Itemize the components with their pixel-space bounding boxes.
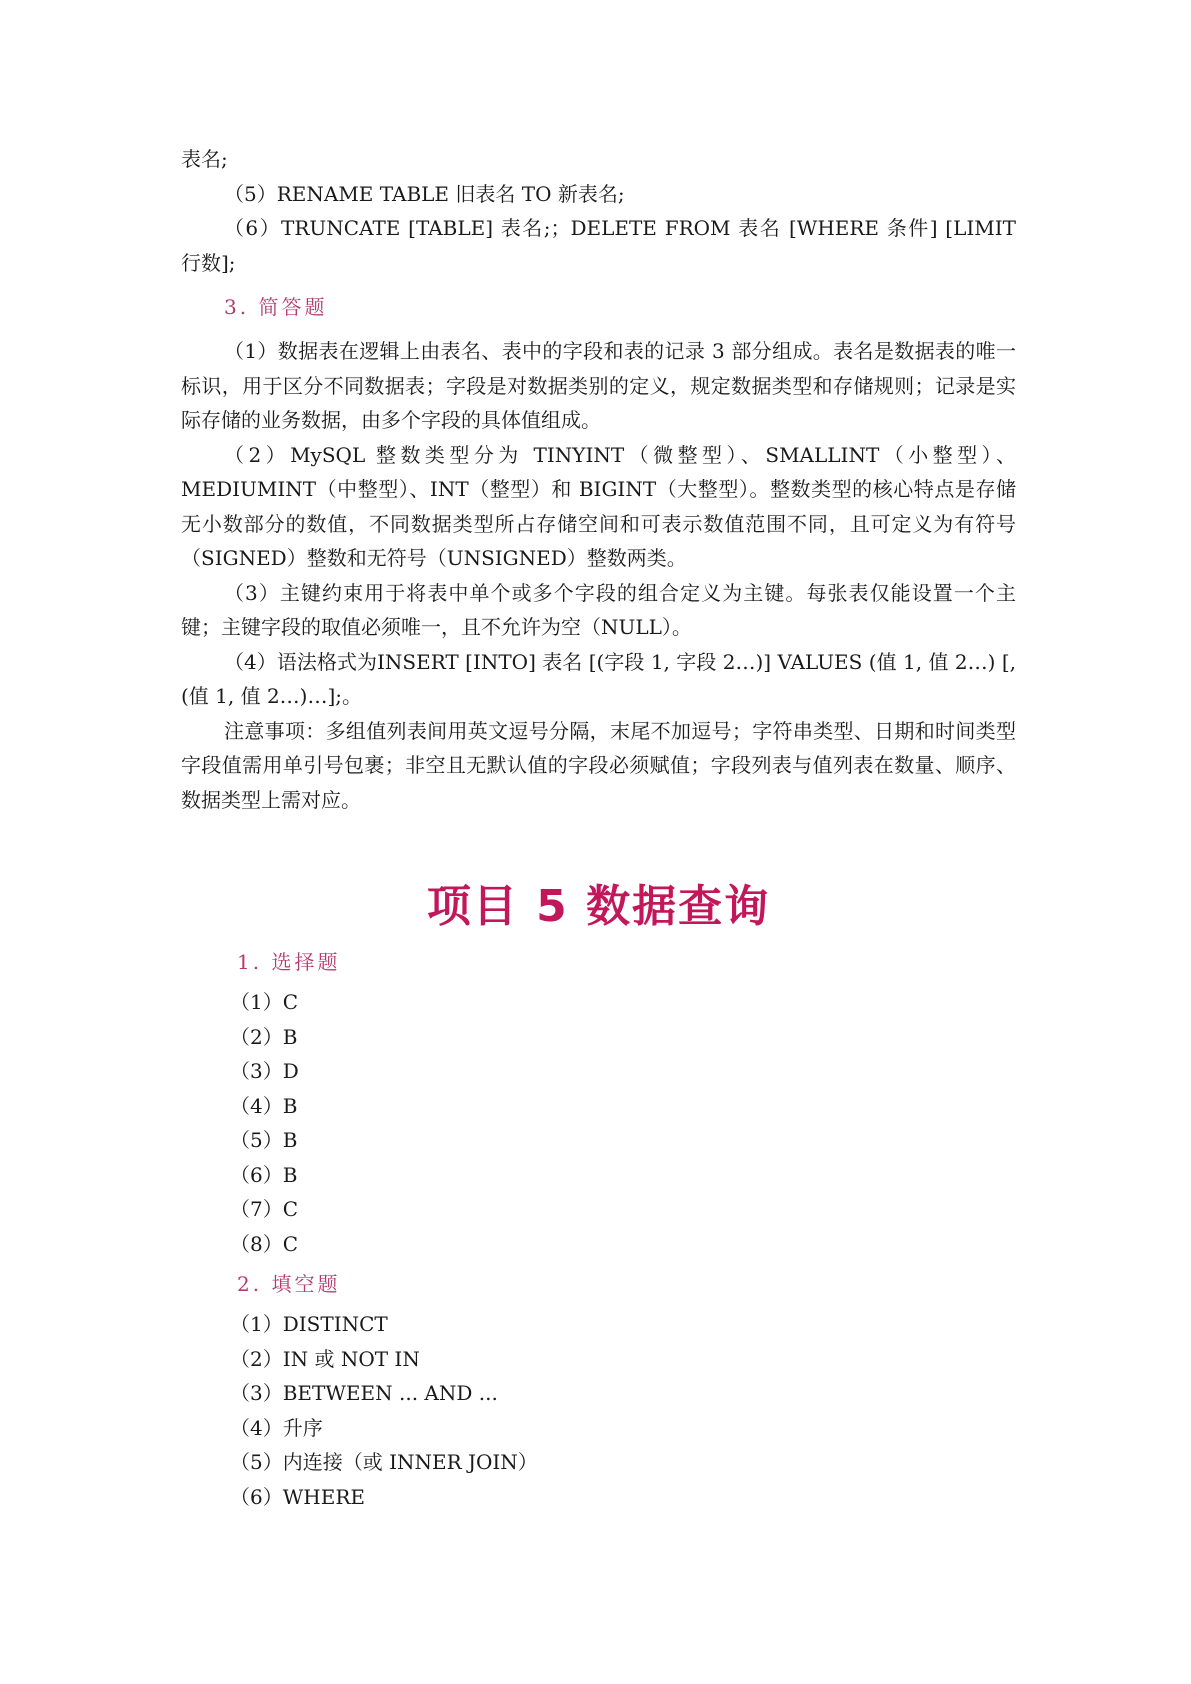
fill-answer: （4）升序 (230, 1415, 323, 1440)
choice-answer: （5）B (230, 1128, 298, 1152)
choice-answer: （6）B (230, 1162, 298, 1187)
choice-answer: （3）D (230, 1059, 299, 1083)
fill-answer: （6）WHERE (230, 1484, 365, 1509)
short-answer-3: （3）主键约束用于将表中单个或多个字段的组合定义为主键。每张表仅能设置一个主键；主键字段的取值必须唯一，且不允许为空（NULL）。 (181, 580, 1016, 639)
fill-answer: （3）BETWEEN ... AND ... (230, 1381, 498, 1405)
short-answer-notes: 注意事项：多组值列表间用英文逗号分隔，末尾不加逗号；字符串类型、日期和时间类型字段值需用单引号包裹；非空且无默认值的字段必须赋值；字段列表与值列表在数量、顺序、数据类型上需对应。 (181, 718, 1016, 812)
fill-answer: （5）内连接（或 INNER JOIN） (230, 1450, 538, 1474)
project-title: 项目 5 数据查询 (426, 881, 771, 932)
continuation-line: 表名; (181, 147, 228, 171)
choice-answer: （1）C (230, 990, 299, 1014)
fill-answer: （2）IN 或 NOT IN (230, 1346, 420, 1371)
short-answer-1: （1）数据表在逻辑上由表名、表中的字段和表的记录 3 部分组成。表名是数据表的唯一标识，用于区分不同数据表；字段是对数据类别的定义，规定数据类型和存储规则；记录是实际存储的业务数据，由多个字段的具体值组成。 (181, 339, 1016, 432)
page-content (181, 142, 1016, 1514)
answer-item-6: （6）TRUNCATE [TABLE] 表名;；DELETE FROM 表名 [WHERE 条件] [LIMIT 行数]; (181, 216, 1016, 275)
choice-answer: （2）B (230, 1024, 298, 1049)
section-heading-choice: 1. 选择题 (237, 950, 341, 974)
section-heading-short-answer: 3. 简答题 (224, 295, 328, 319)
choice-answer: （4）B (230, 1093, 298, 1118)
choice-answer: （8）C (230, 1231, 299, 1256)
choice-answer: （7）C (230, 1197, 299, 1221)
answer-item-5: （5）RENAME TABLE 旧表名 TO 新表名; (224, 181, 625, 206)
short-answer-4: （4）语法格式为INSERT [INTO] 表名 [(字段 1, 字段 2…)] VALUES (值 1, 值 2…) [,(值 1, 值 2…)…];。 (181, 649, 1016, 708)
fill-answer: （1）DISTINCT (230, 1312, 388, 1336)
short-answer-2: （2）MySQL 整数类型分为 TINYINT（微整型）、SMALLINT（小整型）、MEDIUMINT（中整型）、INT（整型）和 BIGINT（大整型）。整数类型的核心特点是存储无小数部分的数值，不同数据类型所占存储空间和可表示数值范围不同，且可定义为有符号（SIGNED）整数和无符号（UNSIGNED）整数两类。 (181, 442, 1016, 570)
section-heading-fill-blank: 2. 填空题 (237, 1272, 341, 1296)
